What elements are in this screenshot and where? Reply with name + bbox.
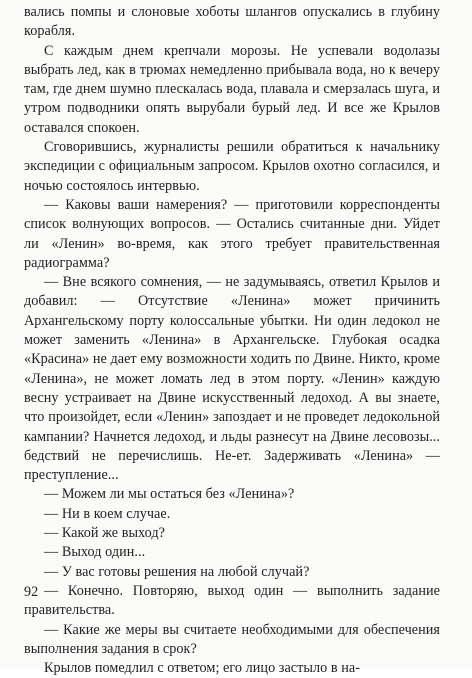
paragraph: Крылов помедлил с ответом; его лицо застыло в на- xyxy=(44,660,360,677)
paragraph: Сговорившись, журналисты решили обратиться к начальнику экспедиции с официальным запросом. Крылов охотно согласился, и ночью состоялось интервью. xyxy=(24,139,440,194)
paragraph: — Выход один... xyxy=(44,544,146,561)
paragraph: — Можем ли мы остаться без «Ленина»? xyxy=(44,486,295,503)
paragraph: — Конечно. Повторяю, выход один — выполнить задание правительства. xyxy=(24,582,440,619)
paragraph: вались помпы и слоновые хоботы шлангов опускались в глубину корабля. xyxy=(24,4,440,40)
paragraph: — Вне всякого сомнения, — не задумываясь, ответил Крылов и добавил: — Отсутствие «Ленина» может причинить Архангельскому порту колоссальные убытки. Ни один ледокол не может заменить «Ленина» в Архангельске. Глубокая осадка «Красина» не дает ему возможности ходить по Двине. Никто, кроме «Ленина», не может ломать лед в этом порту. «Ленин» каждую весну устраивает на Двине искусственный ледоход. А вы знаете, что произойдет, если «Ленин» запоздает и не проведет ледокольной кампании? Начнется ледоход, и льды разнесут на Двине лесовозы... бедствий не перечислишь. Не-ет. Задерживать «Ленина» — преступление... xyxy=(24,274,441,484)
paragraph: — Каковы ваши намерения? — приготовили корреспонденты список волнующих вопросов. — Остались считанные дни. Уйдет ли «Ленин» во-время, как этого требует правительственная радиограмма? xyxy=(24,196,440,271)
page-number: 92 xyxy=(24,584,39,600)
paragraph: — Какой же выход? xyxy=(44,525,166,542)
paragraph: — Ни в коем случае. xyxy=(44,505,171,522)
paragraph: — У вас готовы решения на любой случай? xyxy=(44,563,310,580)
paragraph: — Какие же меры вы считаете необходимыми для обеспечения выполнения задания в срок? xyxy=(24,621,440,657)
page-body-text xyxy=(24,3,440,678)
paragraph: С каждым днем крепчали морозы. Не успевали водолазы выбрать лед, как в трюмах немедленно прибывала вода, но к вечеру там, где днем шумно плескалась вода, плавала и смерзалась шуга, и утром подводники опять вырубали бурый лед. И все же Крылов оставался спокоен. xyxy=(24,42,440,136)
